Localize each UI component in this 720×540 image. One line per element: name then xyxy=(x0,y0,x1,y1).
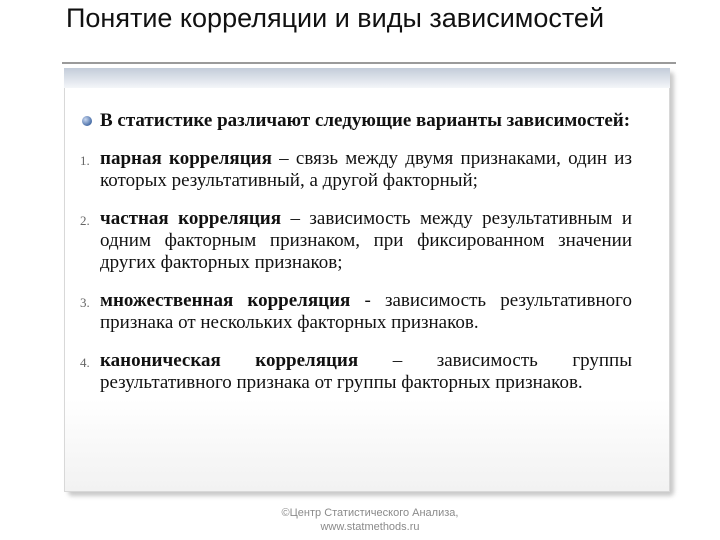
item-term: каноническая корреляция xyxy=(100,350,359,371)
title-divider xyxy=(62,62,676,64)
item-description: – связь между двумя признаками, один из которых результативный, а другой факторный; xyxy=(100,148,632,191)
list-item xyxy=(82,350,632,394)
list-item xyxy=(82,148,632,192)
item-term: частная корреляция xyxy=(100,208,282,229)
footer-credit xyxy=(220,506,520,534)
item-description: – зависимость группы результативного признака от группы факторных признаков. xyxy=(100,350,632,393)
bullet-icon xyxy=(82,116,92,126)
item-description: – зависимость между результативным и одним факторным признаком, при фиксированном значении других факторных признаков; xyxy=(100,208,632,273)
item-number: 4. xyxy=(80,355,90,370)
panel-top-bar xyxy=(64,68,670,88)
item-number: 3. xyxy=(80,295,90,310)
item-number: 2. xyxy=(80,213,90,228)
item-term: множественная корреляция xyxy=(100,290,351,311)
footer-url[interactable]: www.statmethods.ru xyxy=(320,521,420,533)
item-description: - зависимость результативного признака от нескольких факторных признаков. xyxy=(100,290,632,333)
item-term: парная корреляция xyxy=(100,148,272,169)
list-item xyxy=(82,208,632,274)
list-item xyxy=(82,290,632,334)
footer-copyright: ©Центр Статистического Анализа, xyxy=(281,507,459,519)
slide-title: Понятие корреляции и виды зависимостей xyxy=(66,3,605,33)
intro-text: В статистике различают следующие варианты зависимостей: xyxy=(100,110,631,131)
content-area xyxy=(82,110,632,410)
intro-paragraph xyxy=(82,110,632,132)
item-number: 1. xyxy=(80,153,90,168)
